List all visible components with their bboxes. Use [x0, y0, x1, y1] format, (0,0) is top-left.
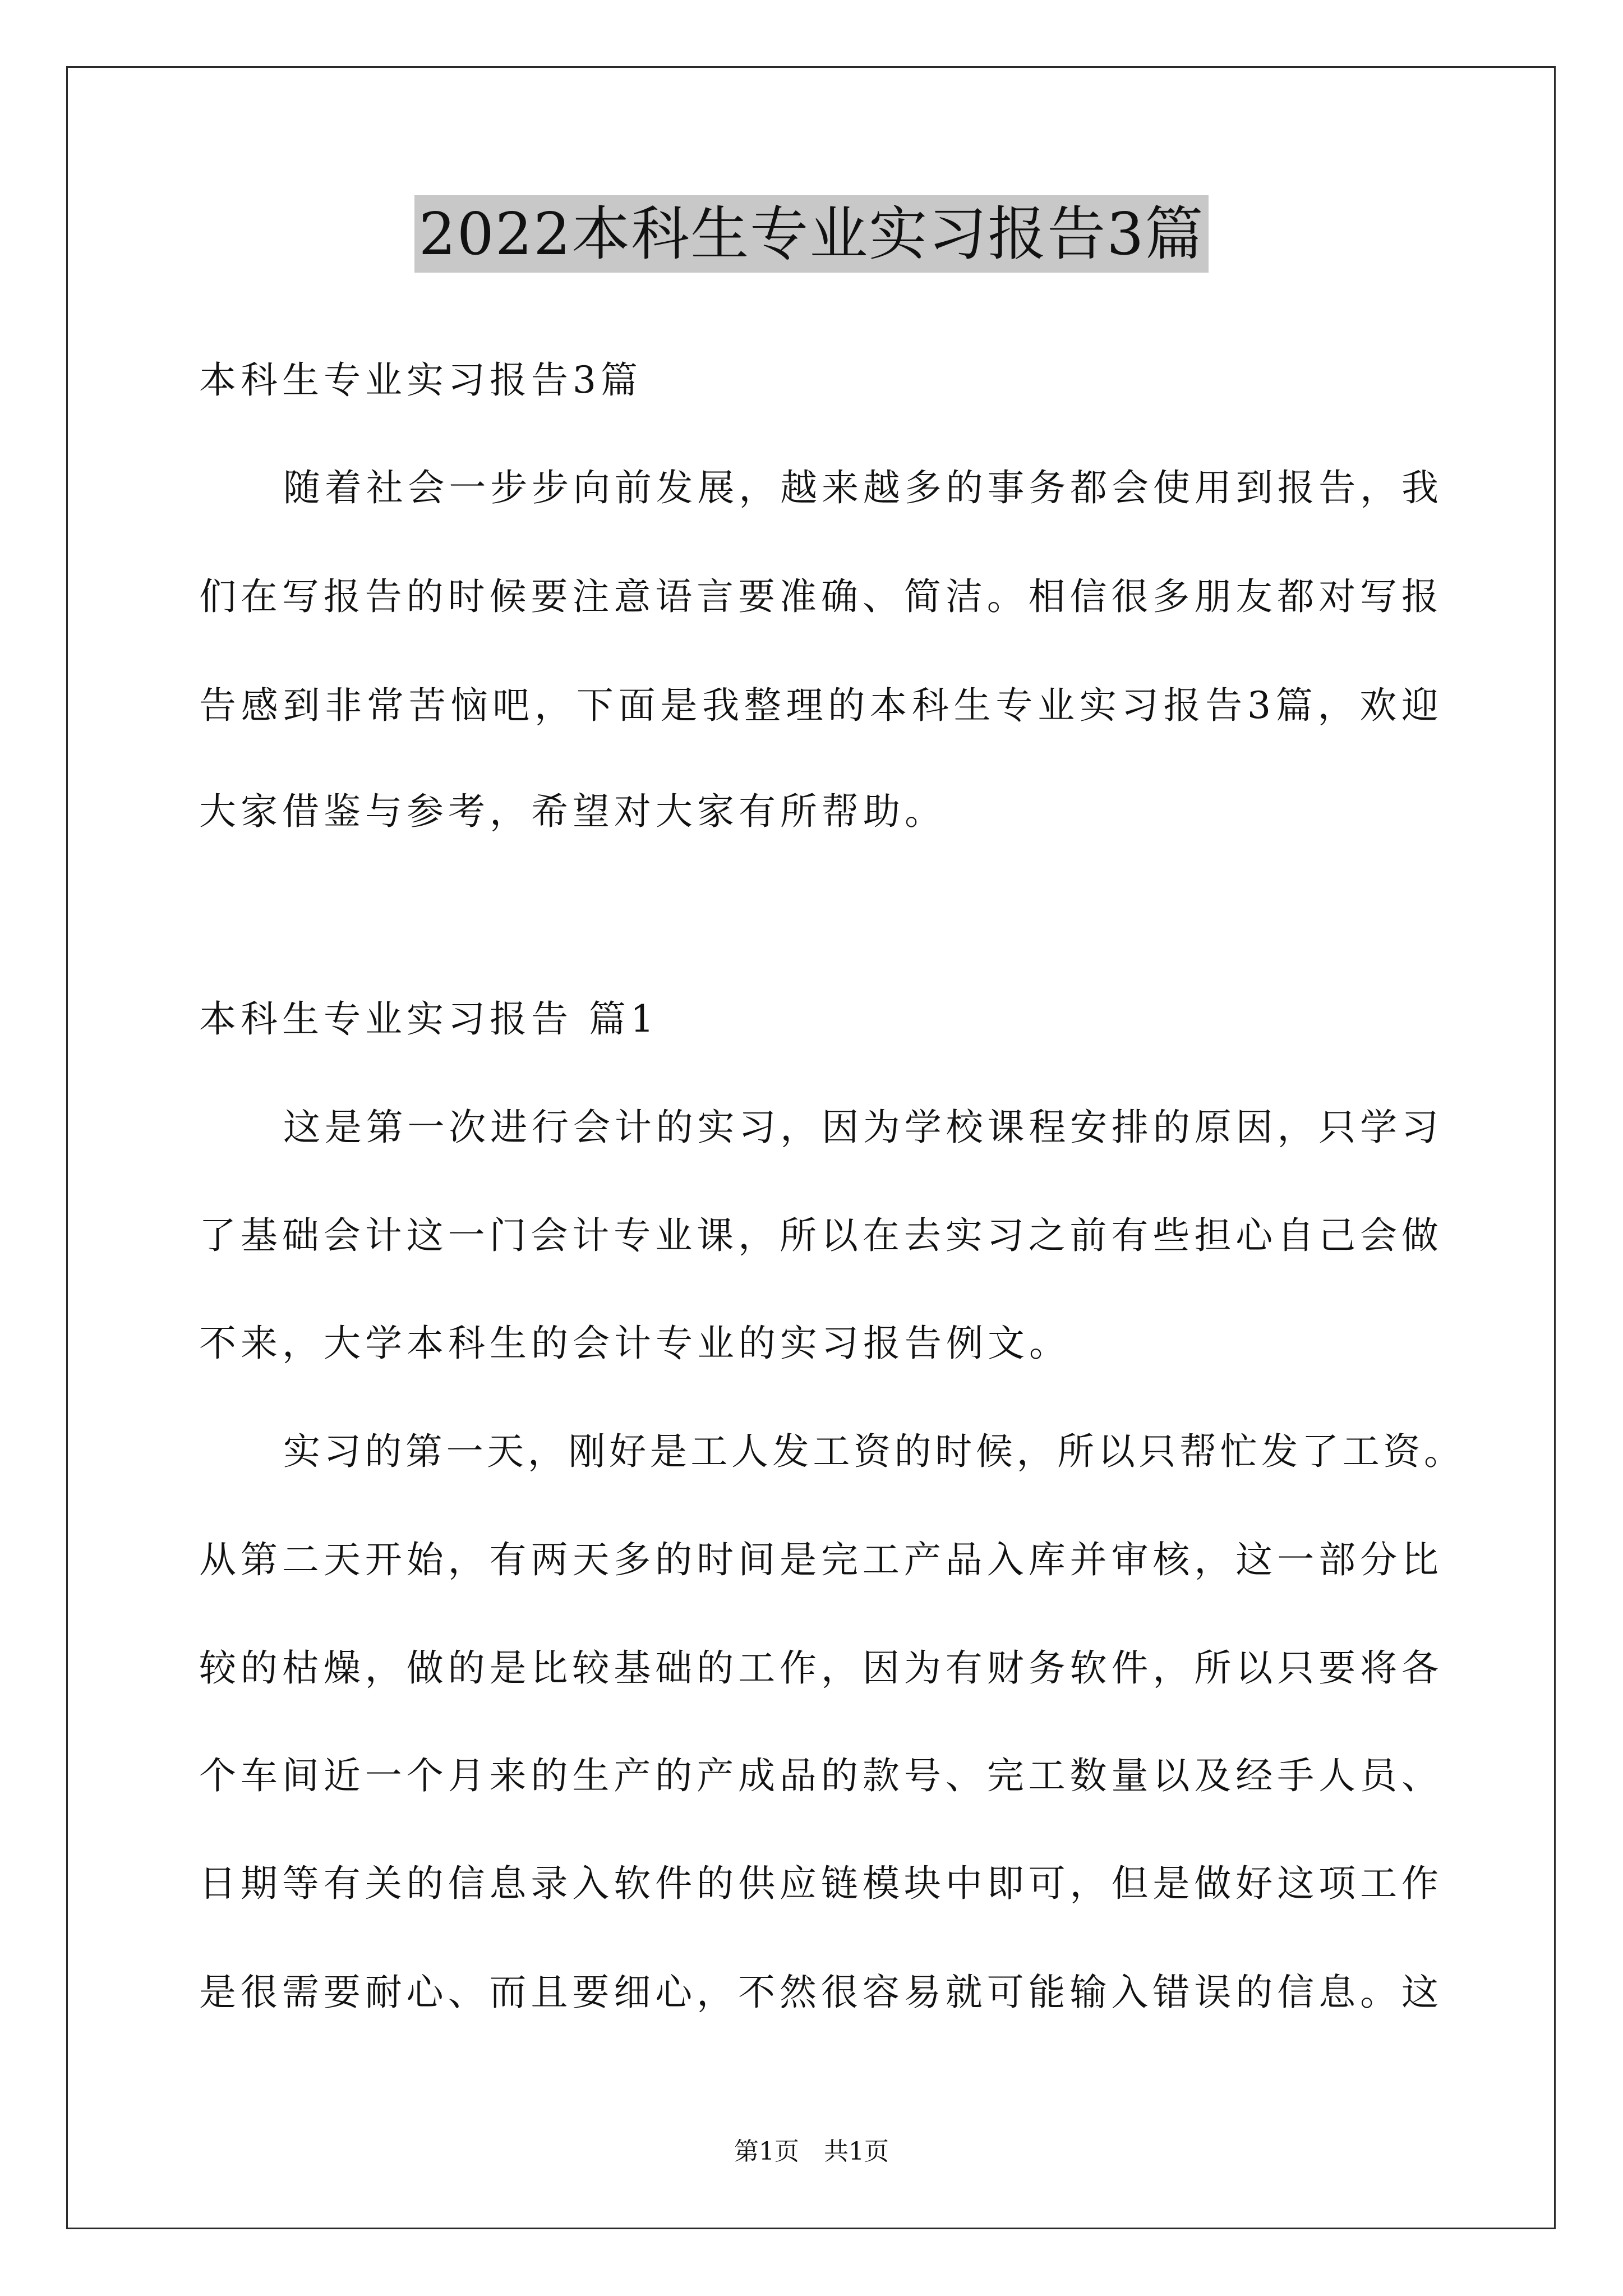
intro-line-4: 大家借鉴与参考，希望对大家有所帮助。 — [199, 790, 946, 833]
page-number: 第1页 共1页 — [734, 2137, 889, 2166]
section-1-para-2-line-5: 日期等有关的信息录入软件的供应链模块中即可，但是做好这项工作 — [199, 1862, 1438, 1905]
section-1-para-2-line-6: 是很需要耐心、而且要细心，不然很容易就可能输入错误的信息。这 — [199, 1971, 1438, 2014]
intro-line-1: 随着社会一步步向前发展，越来越多的事务都会使用到报告，我 — [283, 466, 1438, 509]
title-container — [0, 195, 1623, 273]
section-1-para-2-line-4: 个车间近一个月来的生产的产成品的款号、完工数量以及经手人员、 — [199, 1754, 1438, 1797]
section-1-para-1-line-1: 这是第一次进行会计的实习，因为学校课程安排的原因，只学习 — [283, 1106, 1438, 1149]
section-1-para-2-line-1: 实习的第一天，刚好是工人发工资的时候，所以只帮忙发了工资。 — [283, 1430, 1461, 1473]
intro-line-3: 告感到非常苦恼吧，下面是我整理的本科生专业实习报告3篇，欢迎 — [199, 684, 1438, 727]
document-title: 2022本科生专业实习报告3篇 — [414, 195, 1209, 273]
section-1-para-1-line-3: 不来，大学本科生的会计专业的实习报告例文。 — [199, 1322, 1071, 1365]
section-1-para-2-line-3: 较的枯燥，做的是比较基础的工作，因为有财务软件，所以只要将各 — [199, 1646, 1438, 1690]
intro-line-2: 们在写报告的时候要注意语言要准确、简洁。相信很多朋友都对写报 — [199, 575, 1438, 618]
document-subtitle: 本科生专业实习报告3篇 — [199, 358, 642, 402]
section-1-para-1-line-2: 了基础会计这一门会计专业课，所以在去实习之前有些担心自己会做 — [199, 1214, 1438, 1257]
section-1-para-2-line-2: 从第二天开始，有两天多的时间是完工产品入库并审核，这一部分比 — [199, 1538, 1438, 1581]
section-1-heading: 本科生专业实习报告 篇1 — [199, 997, 658, 1041]
